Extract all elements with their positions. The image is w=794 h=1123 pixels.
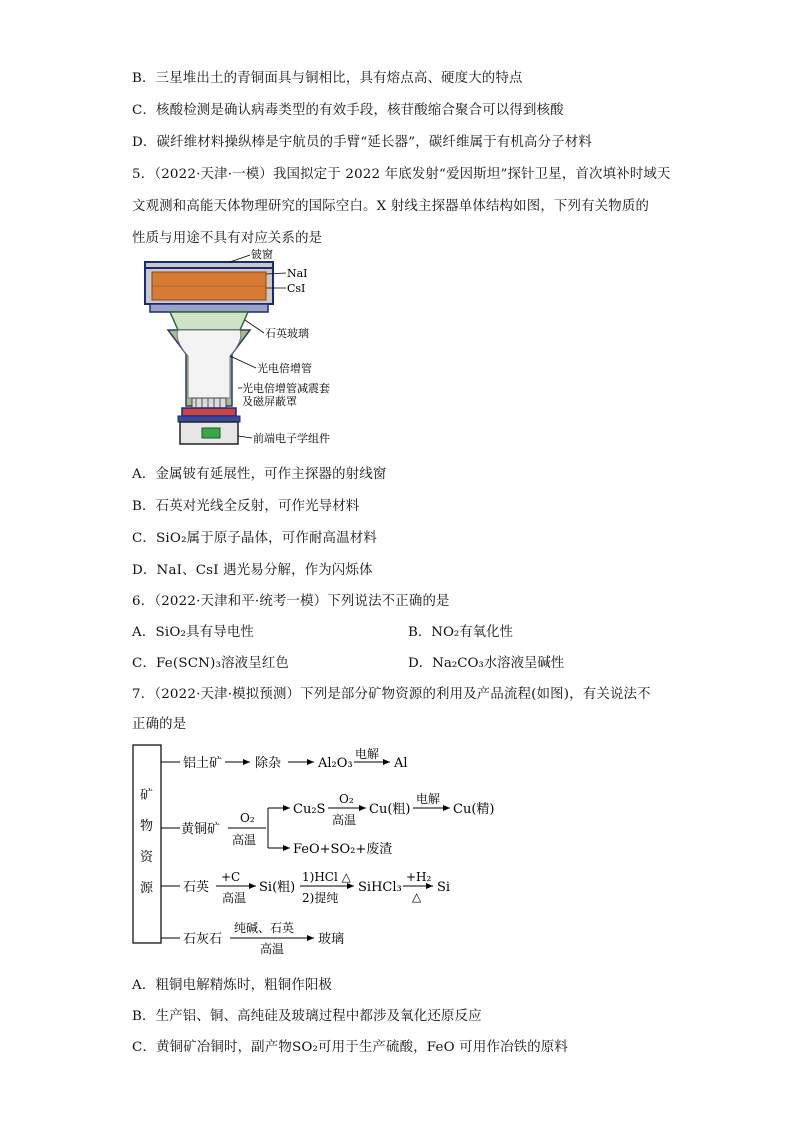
q5-stem-line1: 5．（2022·天津·一模）我国拟定于 2022 年底发射“爱因斯坦”探针卫星，首次填补时域天 <box>132 167 671 182</box>
row4-cond-bottom: 高温 <box>260 942 285 956</box>
label-quartz: 石英玻璃 <box>265 327 309 340</box>
row2-cond-bottom: 高温 <box>232 833 257 847</box>
prev-option-b: B．三星堆出土的青铜面具与铜相比，具有熔点高、硬度大的特点 <box>132 71 523 86</box>
q7-stem-line2: 正确的是 <box>132 717 187 732</box>
row3-cond2-top: 1)HCl △ <box>302 870 351 884</box>
label-shock1: 光电倍增管减震套 <box>242 382 330 395</box>
label-front: 前端电子学组件 <box>253 432 330 445</box>
row3-cond-bottom: 高温 <box>222 891 247 905</box>
row2-cond2-bottom: 高温 <box>332 813 357 827</box>
q5-option-b: B．石英对光线全反射，可作光导材料 <box>132 499 360 514</box>
row2-by-product: FeO+SO₂+废渣 <box>293 842 393 857</box>
row2-cond-top: O₂ <box>240 811 255 825</box>
prev-option-c: C．核酸检测是确认病毒类型的有效手段，核苷酸缩合聚合可以得到核酸 <box>132 103 564 118</box>
row2-cond3: 电解 <box>416 792 441 806</box>
row1-mid: Al₂O₃ <box>318 756 353 771</box>
row3-ore: 石英 <box>183 880 210 895</box>
row3-cond3-bottom: △ <box>412 890 422 904</box>
q5-stem-line3: 性质与用途不具有对应关系的是 <box>132 231 323 246</box>
q7-option-a: A．粗铜电解精炼时，粗铜作阳极 <box>132 978 333 993</box>
row3-product: Si <box>437 880 451 895</box>
label-nai: NaI <box>287 267 308 280</box>
mineral-flow-diagram <box>128 742 548 957</box>
q6-option-d: D．Na₂CO₃水溶液呈碱性 <box>408 656 565 671</box>
row3-cond-top: +C <box>221 870 241 884</box>
q5-option-a: A．金属铍有延展性，可作主探器的射线窗 <box>132 467 387 482</box>
q6-stem: 6．（2022·天津和平·统考一模）下列说法不正确的是 <box>132 594 450 609</box>
row3-cond2-bottom: 2)提纯 <box>302 891 339 905</box>
row1-cond: 电解 <box>355 747 380 761</box>
row1-product: Al <box>394 756 408 771</box>
q7-stem-line1: 7．（2022·天津·模拟预测）下列是部分矿物资源的利用及产品流程(如图)，有关说法不 <box>132 687 651 702</box>
q7-option-b: B．生产铝、铜、高纯硅及玻璃过程中都涉及氧化还原反应 <box>132 1009 482 1024</box>
label-window: 铍窗 <box>251 248 273 261</box>
row1-step1: 除杂 <box>255 756 282 771</box>
row1-ore: 铝土矿 <box>183 756 223 771</box>
row3-mid2: SiHCl₃ <box>358 880 402 895</box>
q6-option-a: A．SiO₂具有导电性 <box>132 625 255 640</box>
q5-option-d: D．NaI、CsI 遇光易分解，作为闪烁体 <box>132 563 373 578</box>
row3-cond3-top: +H₂ <box>406 870 432 884</box>
row2-mid: Cu₂S <box>293 802 326 817</box>
q7-option-c: C．黄铜矿冶铜时，副产物SO₂可用于生产硫酸，FeO 可用作冶铁的原料 <box>132 1040 569 1055</box>
q5-stem-line2: 文观测和高能天体物理研究的国际空白。X 射线主探器单体结构如图，下列有关物质的 <box>132 199 650 214</box>
box-char-3: 资 <box>140 850 154 865</box>
detector-figure <box>140 246 360 454</box>
row2-cond2-top: O₂ <box>339 792 354 806</box>
row3-mid: Si(粗) <box>259 880 296 895</box>
label-csi: CsI <box>287 282 306 295</box>
box-char-4: 源 <box>140 881 154 896</box>
row2-crude: Cu(粗) <box>369 802 411 817</box>
q6-option-c: C．Fe(SCN)₃溶液呈红色 <box>132 656 290 671</box>
row4-ore: 石灰石 <box>183 932 223 947</box>
q6-option-b: B．NO₂有氧化性 <box>408 625 513 640</box>
label-pmt: 光电倍增管 <box>257 362 312 375</box>
box-char-1: 矿 <box>140 788 154 803</box>
row4-product: 玻璃 <box>318 932 345 947</box>
box-char-2: 物 <box>140 819 154 834</box>
row2-ore: 黄铜矿 <box>181 822 221 837</box>
q5-option-c: C．SiO₂属于原子晶体，可作耐高温材料 <box>132 531 377 546</box>
row4-cond-top: 纯碱、石英 <box>234 921 295 935</box>
row2-refined: Cu(精) <box>453 802 495 817</box>
prev-option-d: D．碳纤维材料操纵棒是宇航员的手臂“延长器”，碳纤维属于有机高分子材料 <box>132 135 592 150</box>
label-shock2: 及磁屏蔽罩 <box>242 395 297 408</box>
